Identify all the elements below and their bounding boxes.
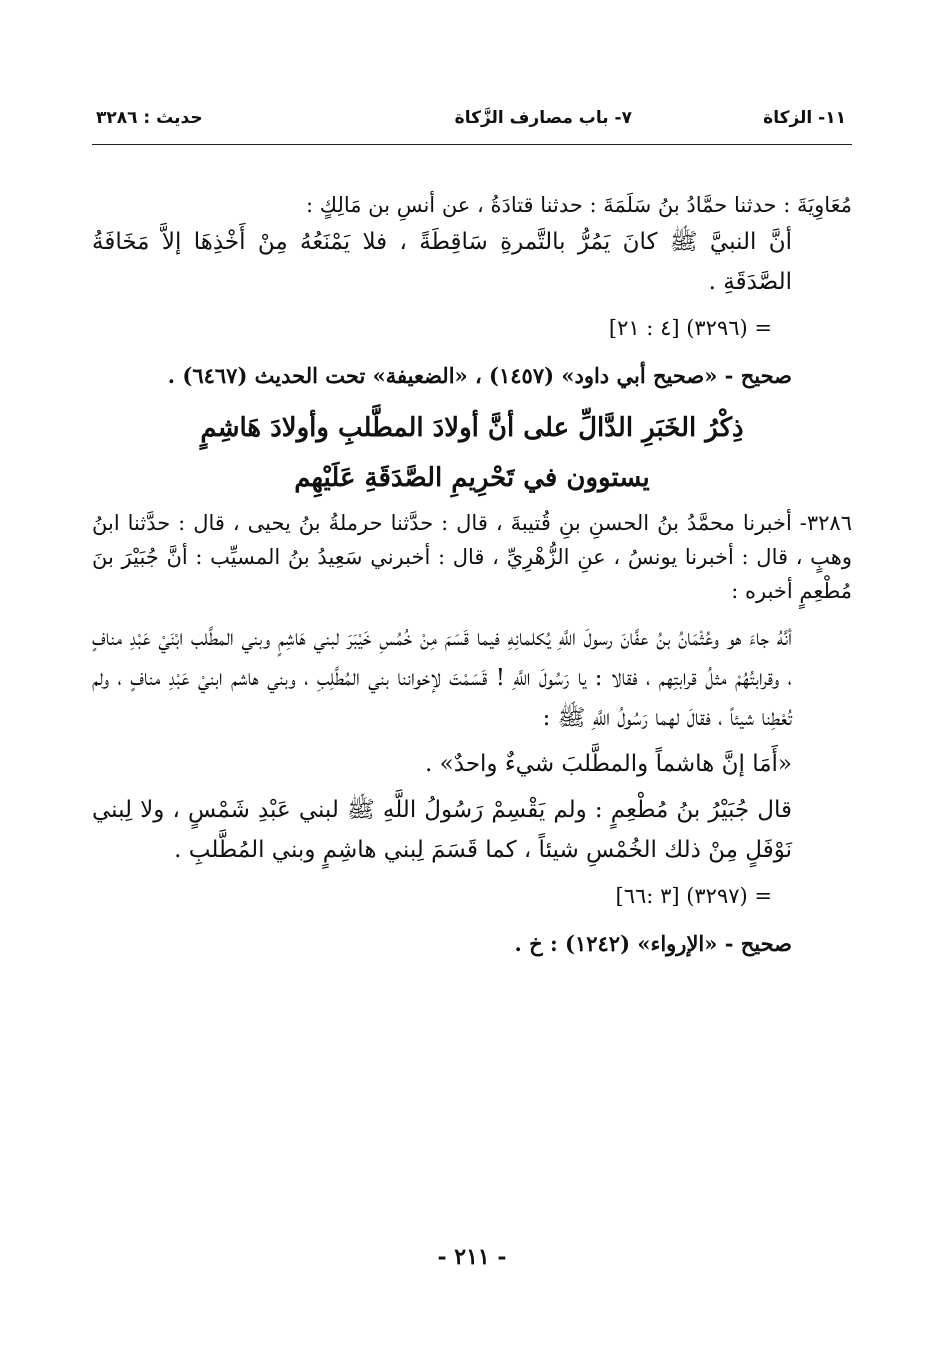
chapter-title: ١١- الزكاة <box>763 108 846 128</box>
chapter-heading-line-1: ذِكْرُ الخَبَرِ الدَّالِّ على أنَّ أولادَ المطَّلبِ وأولادَ هَاشِمٍ <box>200 413 744 443</box>
section-title: ٧- باب مصارف الزَّكاة <box>454 108 632 128</box>
paragraph-1: مُعَاوِيَةَ : حدثنا حمَّادُ بنُ سَلَمَةَ : حدثنا قتادَةُ ، عن أنسِ بن مَالِكٍ : <box>306 193 852 217</box>
page-body <box>92 188 852 972</box>
hadith-reference: حديث : ٣٢٨٦ <box>96 108 203 128</box>
running-header <box>92 108 852 144</box>
grading-2: صحيح - «الإرواء» (١٢٤٢) : خ . <box>514 931 792 956</box>
quote-paragraph: «أَمَا إنَّ هاشماً والمطَّلبَ شيءٌ واحدٌ» . <box>425 751 792 777</box>
paragraph-2: أنَّ النبيَّ ﷺ كانَ يَمُرُّ بالتَّمرةِ سَاقِطَةً ، فلا يَمْنَعُهُ مِنْ أَخْذِهَا إلاَّ مَخَافَةُ الصَّدَقَةِ . <box>92 229 792 295</box>
cross-reference-2: = (٣٢٩٧) [٣ :٦٦] <box>615 884 772 908</box>
page-number: - ٢١١ - <box>437 1244 507 1270</box>
chapter-heading-line-2: يستوون في تَحْرِيمِ الصَّدَقَةِ عَلَيْهِم <box>294 463 650 493</box>
matn-paragraph-1: أنَّهُ جاءَ هو وعُثْمَانُ بنُ عفَّانَ رسولَ اللَّهِ يُكلمانِهِ فيما قَسَمَ مِنْ خُمُسِ خَيْبَرَ لبني هَاشِمٍ وبني المطَّلب ابْنَيْ عَبْدِ منافٍ ، وقرابتُهُمْ مثلُ قرابتِهم ، فقالا : يا رَسُولَ اللَّهِ ! قَسَمْتَ لإخواننا بني المُطَّلِبِ ، وبني هاشم ابنيْ عَبْدِ منافٍ ، ولم تُعْطِنا شيئاً ، فقالَ لهما رَسُولُ اللَّهِ ﷺ : <box>92 625 792 731</box>
cross-reference-1: = (٣٢٩٦) [٤ : ٢١] <box>608 316 772 340</box>
header-rule <box>92 144 852 145</box>
grading-1: صحيح - «صحيح أبي داود» (١٤٥٧) ، «الضعيفة» تحت الحديث (٦٤٦٧) . <box>167 363 792 388</box>
matn-paragraph-2: قال جُبَيْرُ بنُ مُطْعِمٍ : ولم يَقْسِمْ رَسُولُ اللَّهِ ﷺ لبني عَبْدِ شَمْسٍ ، ولا لِبني نَوْفَلٍ مِنْ ذلك الخُمْسِ شيئاً ، كما قَسَمَ لِبني هاشِمٍ وبني المُطَّلبِ . <box>92 797 792 863</box>
isnad-paragraph: ٣٢٨٦- أخبرنا محمَّدُ بنُ الحسنِ بنِ قُتيبةَ ، قال : حدَّثنا حرملةُ بنُ يحيى ، قال : حدَّثنا ابنُ وهبٍ ، قال : أخبرنا يونسُ ، عنِ الزُّهْرِيِّ ، قال : أخبرني سَعِيدُ بنُ المسيِّب : أنَّ جُبَيْرَ بنَ مُطْعِمٍ أخبره : <box>92 511 852 603</box>
